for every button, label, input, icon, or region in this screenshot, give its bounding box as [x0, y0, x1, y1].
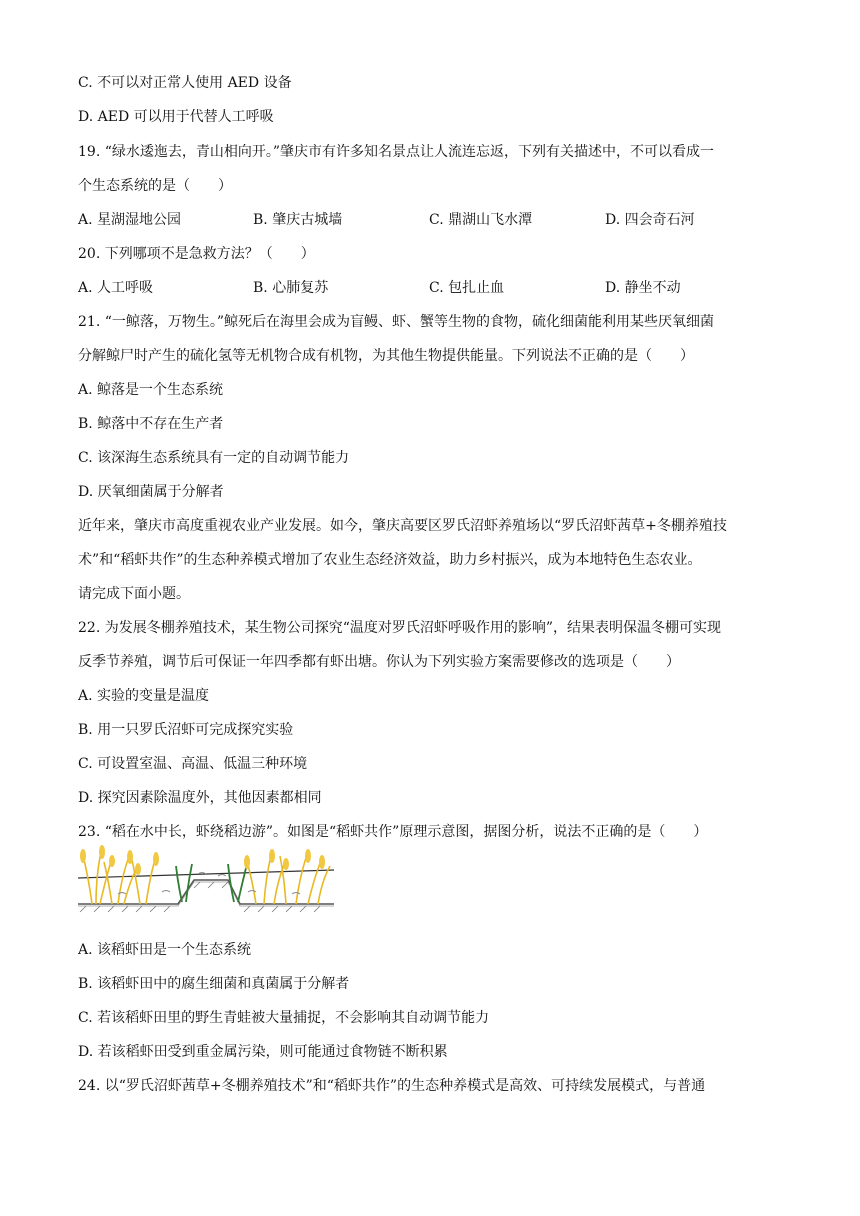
q20-option-a: A. 人工呼吸 — [78, 280, 154, 296]
q20-option-c: C. 包扎止血 — [429, 280, 505, 296]
q23-option-d: D. 若该稻虾田受到重金属污染，则可能通过食物链不断积累 — [78, 1044, 448, 1060]
q18-option-c: C. 不可以对正常人使用 AED 设备 — [78, 75, 292, 91]
q21-option-a: A. 鲸落是一个生态系统 — [78, 382, 224, 398]
q18-option-d: D. AED 可以用于代替人工呼吸 — [78, 109, 274, 125]
q22-stem-line2: 反季节养殖，调节后可保证一年四季都有虾出塘。你认为下列实验方案需要修改的选项是（ ） — [78, 654, 680, 670]
q22-stem-line1: 22. 为发展冬棚养殖技术，某生物公司探究“温度对罗氏沼虾呼吸作用的影响”，结果表明保温冬棚可实现 — [78, 620, 722, 636]
q21-stem-line2: 分解鲸尸时产生的硫化氢等无机物合成有机物，为其他生物提供能量。下列说法不正确的是（ ） — [78, 348, 694, 364]
q22-option-d: D. 探究因素除温度外，其他因素都相同 — [78, 790, 322, 806]
q22-option-a: A. 实验的变量是温度 — [78, 688, 210, 704]
q19-stem-line2: 个生态系统的是（ ） — [78, 178, 232, 194]
q20-option-b: B. 心肺复苏 — [253, 280, 329, 296]
q24-stem-line1: 24. 以“罗氏沼虾茜草+冬棚养殖技术”和“稻虾共作”的生态种养模式是高效、可持续发展模式，与普通 — [78, 1078, 706, 1094]
q20-option-d: D. 静坐不动 — [605, 280, 681, 296]
q19-option-d: D. 四会奇石河 — [605, 212, 695, 228]
q19-stem-line1: 19. “绿水逶迤去，青山相向开。”肇庆市有许多知名景点让人流连忘返，下列有关描述中，不可以看成一 — [78, 144, 715, 160]
q19-option-b: B. 肇庆古城墙 — [253, 212, 343, 228]
q20-stem: 20. 下列哪项不是急救方法？（ ） — [78, 246, 315, 262]
q22-option-b: B. 用一只罗氏沼虾可完成探究实验 — [78, 722, 294, 738]
q21-option-d: D. 厌氧细菌属于分解者 — [78, 484, 224, 500]
context-para-line2: 术”和“稻虾共作”的生态种养模式增加了农业生态经济效益，助力乡村振兴，成为本地特色生态农业。 — [78, 552, 702, 568]
q21-stem-line1: 21. “一鲸落，万物生。”鲸死后在海里会成为盲鳗、虾、蟹等生物的食物，硫化细菌能利用某些厌氧细菌 — [78, 314, 715, 330]
q19-option-c: C. 鼎湖山飞水潭 — [429, 212, 533, 228]
context-para-line3: 请完成下面小题。 — [78, 586, 190, 602]
q23-stem: 23. “稻在水中长，虾绕稻边游”。如图是“稻虾共作”原理示意图，据图分析，说法不正确的是（ ） — [78, 824, 708, 840]
q23-option-b: B. 该稻虾田中的腐生细菌和真菌属于分解者 — [78, 976, 350, 992]
q22-option-c: C. 可设置室温、高温、低温三种环境 — [78, 756, 308, 772]
q21-option-c: C. 该深海生态系统具有一定的自动调节能力 — [78, 450, 350, 466]
rice-shrimp-field-icon — [78, 844, 334, 930]
q21-option-b: B. 鲸落中不存在生产者 — [78, 416, 224, 432]
q23-option-a: A. 该稻虾田是一个生态系统 — [78, 942, 252, 958]
q23-option-c: C. 若该稻虾田里的野生青蛙被大量捕捉，不会影响其自动调节能力 — [78, 1010, 490, 1026]
q19-option-a: A. 星湖湿地公园 — [78, 212, 182, 228]
rice-shrimp-field-diagram — [78, 844, 334, 930]
context-para-line1: 近年来，肇庆市高度重视农业产业发展。如今，肇庆高要区罗氏沼虾养殖场以“罗氏沼虾茜草+冬棚养殖技 — [78, 518, 727, 534]
